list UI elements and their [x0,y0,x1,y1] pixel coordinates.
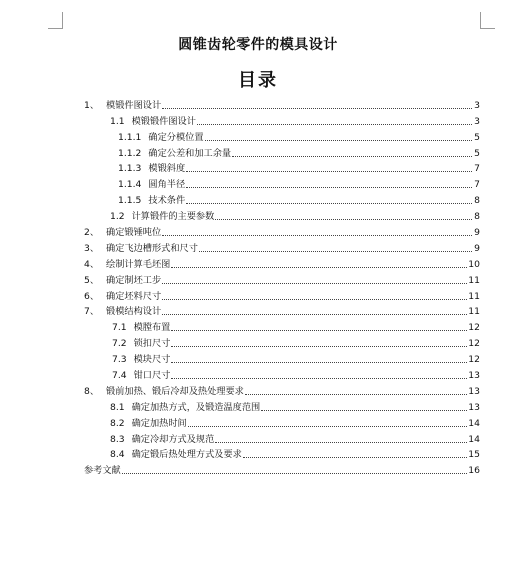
toc-entry-number: 8.4 [110,449,125,461]
table-of-contents [84,96,480,477]
toc-entry[interactable] [84,255,480,271]
toc-dot-leader [186,187,472,188]
toc-entry-label: 绘制计算毛坯图 [106,258,171,270]
toc-dot-leader [245,394,467,395]
toc-page-number: 10 [468,258,480,270]
toc-entry-label: 确定锻锤吨位 [106,227,162,239]
toc-entry-number: 6、 [84,290,100,302]
toc-entry-text [84,386,244,398]
toc-entry-text [110,418,187,430]
toc-entry[interactable] [84,414,480,430]
toc-dot-leader [243,457,467,458]
toc-entry-text [118,179,185,191]
toc-entry-number: 1.1.5 [118,195,142,207]
toc-entry-text [84,275,161,287]
toc-dot-leader [197,124,472,125]
toc-entry-number: 1.1.2 [118,147,142,159]
page-corner-mark-top-right [480,12,495,29]
toc-entry-label: 参考文献 [84,465,121,477]
toc-entry-text [84,227,161,239]
toc-dot-leader [171,267,467,268]
toc-entry-text [84,243,198,255]
toc-entry-number: 7、 [84,306,100,318]
toc-entry-number: 3、 [84,242,100,254]
toc-entry-number: 5、 [84,274,100,286]
toc-page-number: 3 [474,115,480,127]
toc-page-number: 12 [468,354,480,366]
toc-entry[interactable] [84,461,480,477]
toc-entry-text [118,148,231,160]
toc-entry-number: 8.2 [110,417,125,429]
toc-dot-leader [215,219,472,220]
toc-entry[interactable] [84,191,480,207]
toc-entry-number: 7.2 [112,338,127,350]
toc-entry[interactable] [84,350,480,366]
toc-dot-leader [186,171,472,172]
toc-entry[interactable] [84,398,480,414]
toc-entry-text [118,195,185,207]
page-corner-mark-top-left [48,12,63,29]
toc-page-number: 15 [468,449,480,461]
toc-dot-leader [215,442,467,443]
toc-entry-number: 1.2 [110,211,125,223]
toc-entry-text [110,434,214,446]
toc-entry-label: 确定制坯工步 [106,274,162,286]
toc-entry[interactable] [84,207,480,223]
toc-entry-number: 1.1.3 [118,163,142,175]
toc-heading: 目录 [238,70,278,91]
toc-entry-label: 锻模结构设计 [106,306,162,318]
toc-dot-leader [186,203,472,204]
toc-dot-leader [171,378,467,379]
toc-entry[interactable] [84,239,480,255]
toc-entry-label: 确定锻后热处理方式及要求 [131,449,242,461]
toc-entry[interactable] [84,96,480,112]
toc-page-number: 5 [474,147,480,159]
toc-entry-number: 7.3 [112,354,127,366]
toc-entry-number: 8.1 [110,401,125,413]
toc-page-number: 11 [468,274,480,286]
toc-page-number: 13 [468,385,480,397]
toc-entry[interactable] [84,334,480,350]
toc-entry-text [110,211,214,223]
toc-dot-leader [171,362,467,363]
toc-dot-leader [171,346,467,347]
toc-entry[interactable] [84,128,480,144]
toc-entry-text [110,449,242,461]
toc-entry-text [112,322,170,334]
toc-entry-text [110,402,260,414]
toc-entry-text [84,306,161,318]
toc-entry-label: 计算锻件的主要参数 [131,211,215,223]
toc-page-number: 5 [474,131,480,143]
toc-entry[interactable] [84,112,480,128]
toc-entry[interactable] [84,303,480,319]
toc-dot-leader [162,283,467,284]
toc-page-number: 11 [468,306,480,318]
toc-dot-leader [261,410,467,411]
toc-entry-text [84,100,161,112]
toc-dot-leader [171,330,467,331]
toc-page-number: 9 [474,227,480,239]
toc-entry-text [110,116,196,128]
toc-entry[interactable] [84,175,480,191]
toc-entry-text [112,370,170,382]
toc-entry[interactable] [84,223,480,239]
toc-page-number: 12 [468,338,480,350]
toc-entry-label: 确定公差和加工余量 [148,147,232,159]
toc-entry-number: 7.4 [112,370,127,382]
toc-page-number: 11 [468,290,480,302]
toc-entry-number: 8、 [84,385,100,397]
toc-entry[interactable] [84,430,480,446]
toc-entry[interactable] [84,446,480,462]
toc-entry[interactable] [84,287,480,303]
toc-entry-text [84,465,121,477]
toc-page-number: 14 [468,433,480,445]
toc-entry[interactable] [84,271,480,287]
toc-page-number: 12 [468,322,480,334]
toc-page-number: 3 [474,99,480,111]
toc-entry-label: 锻前加热、锻后冷却及热处理要求 [106,385,244,397]
toc-page-number: 8 [474,211,480,223]
toc-entry-number: 1.1 [110,115,125,127]
toc-page-number: 7 [474,179,480,191]
toc-entry-text [84,259,170,271]
toc-entry-label: 模块尺寸 [133,354,171,366]
toc-page-number: 9 [474,242,480,254]
toc-page-number: 13 [468,401,480,413]
toc-dot-leader [122,473,468,474]
toc-entry[interactable] [84,318,480,334]
toc-dot-leader [162,108,472,109]
toc-entry[interactable] [84,160,480,176]
toc-entry-label: 模锻斜度 [148,163,186,175]
toc-page-number: 14 [468,417,480,429]
toc-entry-label: 模膛布置 [133,322,171,334]
toc-entry-label: 锁扣尺寸 [133,338,171,350]
toc-entry-text [118,132,204,144]
toc-entry-number: 1、 [84,99,100,111]
toc-entry-label: 确定分模位置 [148,131,204,143]
toc-entry-text [112,338,170,350]
toc-entry-text [84,291,161,303]
toc-entry-text [118,163,185,175]
toc-entry-label: 确定飞边槽形式和尺寸 [106,242,198,254]
toc-entry-label: 模锻锻件图设计 [131,115,196,127]
toc-entry-number: 4、 [84,258,100,270]
toc-entry-label: 确定冷却方式及规范 [131,433,215,445]
toc-entry-label: 圆角半径 [148,179,186,191]
toc-page-number: 8 [474,195,480,207]
toc-dot-leader [199,251,472,252]
toc-entry-number: 7.1 [112,322,127,334]
toc-page-number: 16 [468,465,480,477]
toc-dot-leader [188,426,468,427]
document-title: 圆锥齿轮零件的模具设计 [178,37,338,53]
toc-dot-leader [232,156,472,157]
toc-entry-label: 确定坯料尺寸 [106,290,162,302]
toc-entry-label: 确定加热方式，及锻造温度范围 [131,401,261,413]
toc-entry-number: 1.1.1 [118,131,142,143]
toc-entry-label: 模锻件图设计 [106,99,162,111]
toc-entry-label: 确定加热时间 [131,417,187,429]
toc-entry-number: 8.3 [110,433,125,445]
toc-entry-number: 2、 [84,227,100,239]
toc-dot-leader [205,140,472,141]
toc-entry-text [112,354,170,366]
toc-dot-leader [162,314,467,315]
toc-entry[interactable] [84,366,480,382]
toc-dot-leader [162,299,467,300]
toc-entry[interactable] [84,144,480,160]
toc-entry[interactable] [84,382,480,398]
toc-entry-number: 1.1.4 [118,179,142,191]
toc-entry-label: 技术条件 [148,195,186,207]
toc-dot-leader [162,235,472,236]
toc-page-number: 7 [474,163,480,175]
toc-entry-label: 钳口尺寸 [133,370,171,382]
toc-page-number: 13 [468,370,480,382]
